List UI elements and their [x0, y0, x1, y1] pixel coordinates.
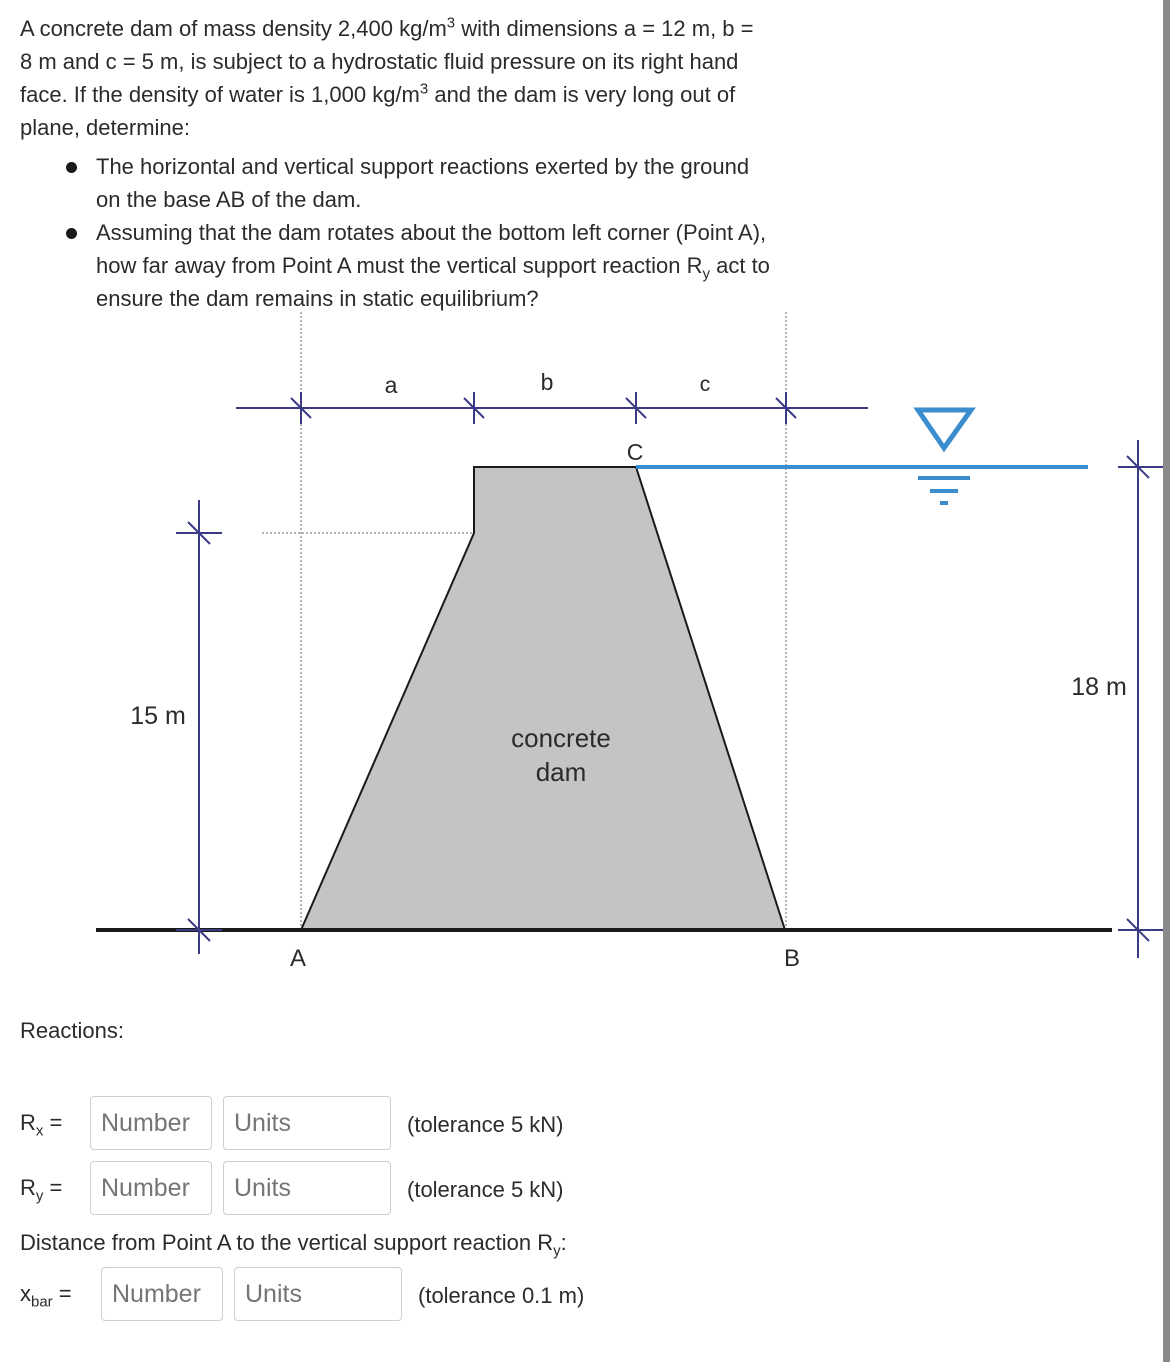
ry-tolerance: (tolerance 5 kN) — [407, 1177, 564, 1202]
water-level-icon — [918, 410, 971, 503]
ry-units-input[interactable] — [223, 1161, 391, 1215]
ry-label: $R_y$ = — [20, 1175, 63, 1205]
distance-question: Distance from Point A to the vertical support reaction $R_y$: — [20, 1230, 567, 1260]
task-item: The horizontal and vertical support reactions exerted by the ground on the base AB of the dam. — [52, 150, 772, 216]
label-c-dimension: c — [699, 373, 711, 396]
concrete-dam-shape — [301, 467, 785, 930]
xbar-tolerance: (tolerance 0.1 m) — [418, 1283, 585, 1308]
rx-answer-row — [20, 1096, 640, 1152]
rx-units-input[interactable] — [223, 1096, 391, 1150]
task-item: Assuming that the dam rotates about the bottom left corner (Point A), how far away from Point A must the vertical support reaction $R_y$ act to ensure the dam remains in static equilibrium? — [52, 216, 772, 315]
task-list — [52, 150, 772, 315]
dam-diagram — [0, 300, 1163, 980]
top-dimension-line — [236, 392, 868, 424]
reactions-heading: Reactions: — [20, 1018, 124, 1043]
label-point-b: B — [783, 945, 801, 972]
ry-answer-row — [20, 1161, 640, 1217]
scrollbar[interactable] — [1163, 0, 1170, 1362]
rx-label: $R_x$ = — [20, 1110, 63, 1140]
rx-tolerance: (tolerance 5 kN) — [407, 1112, 564, 1137]
xbar-units-input[interactable] — [234, 1267, 402, 1321]
xbar-number-input[interactable] — [101, 1267, 223, 1321]
label-point-c: C — [626, 439, 644, 465]
rx-number-input[interactable] — [90, 1096, 212, 1150]
problem-statement: A concrete dam of mass density 2,400 $kg/m^3$ with dimensions a = 12 m, b = 8 m and c = 5 m, is subject to a hydrostatic fluid pressure on its right hand face. If the density of water is 1,000 $kg/m^3$ and the dam is very long out of plane, determine: — [20, 14, 754, 140]
xbar-answer-row — [20, 1267, 640, 1323]
dam-label-line1: concrete — [511, 723, 611, 753]
dimension-label-18m: 18 m — [1071, 673, 1127, 701]
dimension-label-15m: 15 m — [130, 702, 186, 730]
xbar-label: $x_{bar}$ = — [20, 1281, 72, 1311]
ry-number-input[interactable] — [90, 1161, 212, 1215]
label-b: b — [540, 369, 554, 395]
dam-label-line2: dam — [535, 757, 587, 787]
label-point-a: A — [289, 945, 307, 972]
label-a: a — [384, 372, 398, 398]
